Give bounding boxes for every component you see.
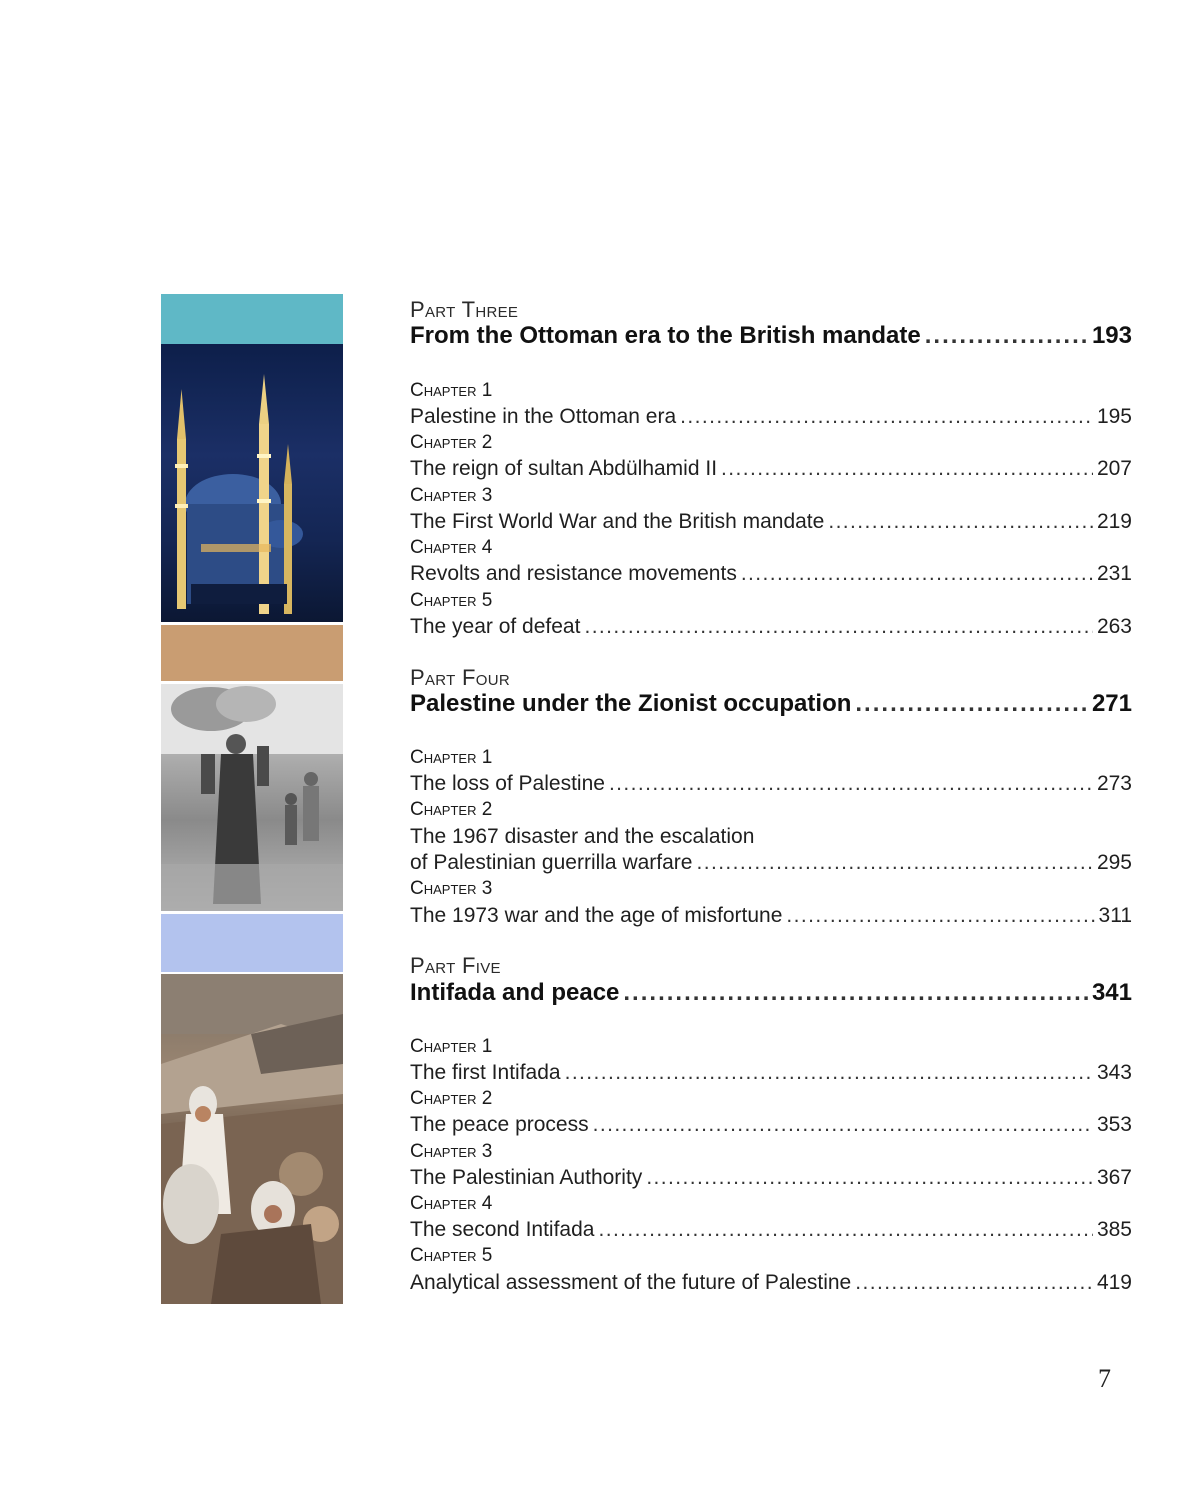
chapter-label: Chapter 4 xyxy=(410,1193,493,1214)
chapter-page-number: 207 xyxy=(1096,457,1132,480)
chapter-label: Chapter 3 xyxy=(410,1141,493,1162)
chapter-page-number: 353 xyxy=(1096,1113,1132,1136)
chapter-page-number: 263 xyxy=(1096,615,1132,638)
chapter-entry xyxy=(410,1061,1132,1085)
chapter-entry xyxy=(410,772,1132,796)
chapter-entry xyxy=(410,851,1132,875)
leader-dots xyxy=(925,322,1088,350)
part-page-number: 271 xyxy=(1091,690,1132,717)
chapter-page-number: 273 xyxy=(1096,772,1132,795)
chapter-page-number: 311 xyxy=(1098,904,1132,927)
chapter-label: Chapter 1 xyxy=(410,380,493,401)
chapter-entry xyxy=(410,1166,1132,1190)
tan-color-band xyxy=(161,625,343,681)
leader-dots xyxy=(741,562,1093,586)
chapter-label: Chapter 2 xyxy=(410,799,493,820)
part-three-title xyxy=(410,322,1132,350)
leader-dots xyxy=(623,979,1088,1007)
chapter-label: Chapter 4 xyxy=(410,537,493,558)
chapter-entry xyxy=(410,562,1132,586)
part-page-number: 341 xyxy=(1091,979,1132,1006)
chapter-label: Chapter 1 xyxy=(410,747,493,768)
chapter-label: Chapter 1 xyxy=(410,1036,493,1057)
chapter-label: Chapter 2 xyxy=(410,432,493,453)
chapter-label: Chapter 5 xyxy=(410,1245,493,1266)
lavender-color-band xyxy=(161,914,343,972)
leader-dots xyxy=(680,405,1093,429)
chapter-title: of Palestinian guerrilla warfare xyxy=(410,851,693,874)
leader-dots xyxy=(721,457,1093,481)
chapter-label: Chapter 3 xyxy=(410,878,493,899)
chapter-title: Palestine in the Ottoman era xyxy=(410,405,677,428)
mosque-photo xyxy=(161,344,343,622)
chapter-entry xyxy=(410,1113,1132,1137)
page-number: 7 xyxy=(1098,1364,1111,1393)
chapter-title: The second Intifada xyxy=(410,1218,595,1241)
chapter-title: The Palestinian Authority xyxy=(410,1166,643,1189)
chapter-label: Chapter 2 xyxy=(410,1088,493,1109)
part-three-label: Part Three xyxy=(410,297,519,322)
teal-color-band xyxy=(161,294,343,344)
part-title-text: Intifada and peace xyxy=(410,979,620,1006)
part-page-number: 193 xyxy=(1091,322,1132,349)
leader-dots xyxy=(598,1218,1092,1242)
leader-dots xyxy=(609,772,1093,796)
part-five-title xyxy=(410,979,1132,1007)
chapter-entry xyxy=(410,615,1132,639)
chapter-title: The year of defeat xyxy=(410,615,581,638)
leader-dots xyxy=(646,1166,1093,1190)
chapter-entry xyxy=(410,1218,1132,1242)
part-four-label: Part Four xyxy=(410,665,510,690)
leader-dots xyxy=(593,1113,1093,1137)
chapter-page-number: 419 xyxy=(1096,1271,1132,1294)
chapter-page-number: 385 xyxy=(1096,1218,1132,1241)
leader-dots xyxy=(855,1271,1093,1295)
chapter-title: The reign of sultan Abdülhamid II xyxy=(410,457,718,480)
chapter-label: Chapter 5 xyxy=(410,590,493,611)
part-four-title xyxy=(410,690,1132,718)
leader-dots xyxy=(855,690,1088,718)
chapter-entry xyxy=(410,1271,1132,1295)
leader-dots xyxy=(786,904,1094,928)
chapter-title: Revolts and resistance movements xyxy=(410,562,737,585)
chapter-page-number: 295 xyxy=(1096,851,1132,874)
refugee-photo xyxy=(161,684,343,911)
leader-dots xyxy=(828,510,1093,534)
chapter-page-number: 219 xyxy=(1096,510,1132,533)
chapter-entry xyxy=(410,904,1132,928)
chapter-title: The First World War and the British mandate xyxy=(410,510,825,533)
leader-dots xyxy=(696,851,1092,875)
chapter-title: The loss of Palestine xyxy=(410,772,605,795)
chapter-title: The 1973 war and the age of misfortune xyxy=(410,904,783,927)
chapter-title: The first Intifada xyxy=(410,1061,561,1084)
chapter-title: The peace process xyxy=(410,1113,589,1136)
chapter-page-number: 195 xyxy=(1096,405,1132,428)
chapter-page-number: 343 xyxy=(1096,1061,1132,1084)
chapter-entry xyxy=(410,405,1132,429)
chapter-entry xyxy=(410,510,1132,534)
leader-dots xyxy=(565,1061,1093,1085)
part-title-text: Palestine under the Zionist occupation xyxy=(410,690,852,717)
chapter-title: Analytical assessment of the future of Palestine xyxy=(410,1271,852,1294)
part-five-label: Part Five xyxy=(410,953,501,978)
chapter-title-line1: The 1967 disaster and the escalation xyxy=(410,825,755,848)
chapter-entry xyxy=(410,457,1132,481)
chapter-label: Chapter 3 xyxy=(410,485,493,506)
part-title-text: From the Ottoman era to the British mandate xyxy=(410,322,921,349)
ruins-photo xyxy=(161,974,343,1304)
leader-dots xyxy=(584,615,1093,639)
chapter-page-number: 367 xyxy=(1096,1166,1132,1189)
chapter-page-number: 231 xyxy=(1096,562,1132,585)
